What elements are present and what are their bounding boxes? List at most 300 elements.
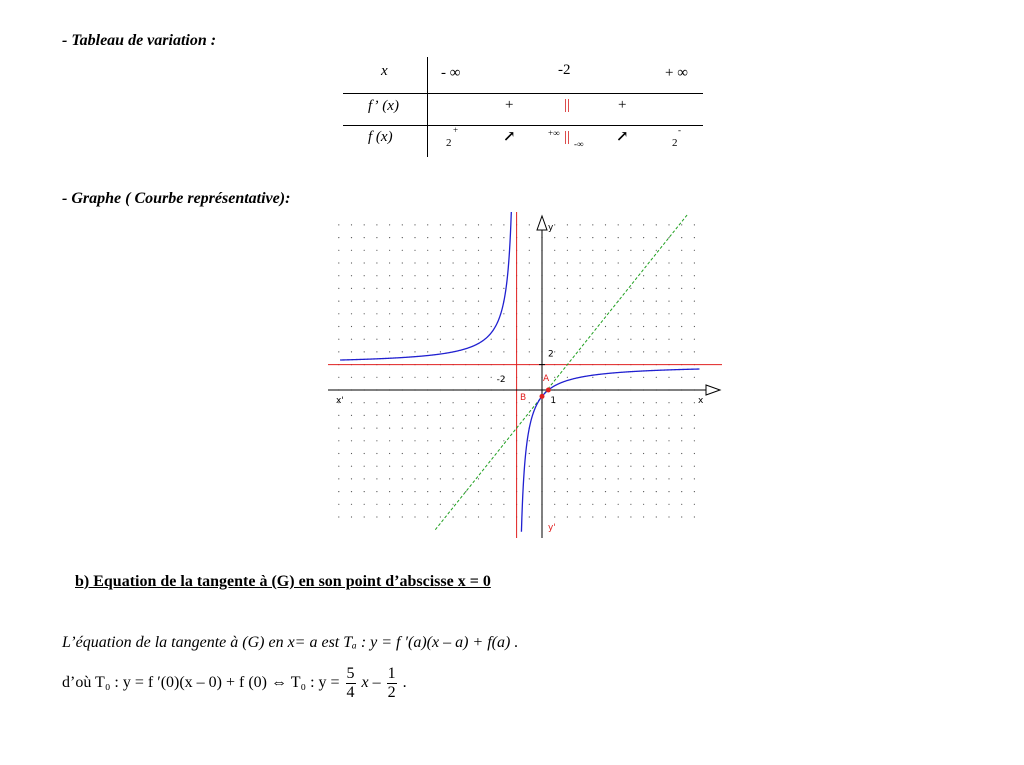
grid-dot (338, 339, 339, 340)
x-axis-arrow-icon (706, 385, 720, 395)
grid-dot (376, 415, 377, 416)
grid-dot (338, 491, 339, 492)
grid-dot (668, 478, 669, 479)
grid-dot (503, 415, 504, 416)
grid-dot (681, 250, 682, 251)
grid-dot (529, 275, 530, 276)
grid-dot (440, 516, 441, 517)
grid-dot (414, 428, 415, 429)
grid-dot (414, 415, 415, 416)
tangent-general-formula: L’équation de la tangente à (G) en x= a est Tₐ : y = f ′(a)(x – a) + f(a) . (62, 634, 519, 651)
grid-dot (618, 402, 619, 403)
grid-dot (402, 516, 403, 517)
grid-dot (567, 415, 568, 416)
f-right-sup: - (678, 125, 681, 135)
grid-dot (440, 453, 441, 454)
grid-dot (529, 466, 530, 467)
grid-dot (605, 351, 606, 352)
grid-dot (351, 250, 352, 251)
grid-dot (592, 516, 593, 517)
grid-dot (605, 262, 606, 263)
grid-dot (503, 491, 504, 492)
grid-dot (440, 478, 441, 479)
grid-dot (567, 478, 568, 479)
grid-dot (465, 339, 466, 340)
grid-dot (414, 453, 415, 454)
grid-dot (681, 288, 682, 289)
grid-dot (592, 237, 593, 238)
grid-dot (567, 262, 568, 263)
grid-dot (567, 237, 568, 238)
grid-dot (643, 428, 644, 429)
grid-dot (402, 402, 403, 403)
grid-dot (503, 339, 504, 340)
grid-dot (427, 301, 428, 302)
grid-dot (618, 491, 619, 492)
grid-dot (668, 453, 669, 454)
grid-dot (529, 415, 530, 416)
grid-dot (364, 440, 365, 441)
grid-dot (465, 224, 466, 225)
grid-dot (389, 351, 390, 352)
grid-dot (465, 478, 466, 479)
grid-dot (453, 415, 454, 416)
fprime-sign-left: + (505, 97, 514, 113)
grid-dot (567, 516, 568, 517)
grid-dot (478, 288, 479, 289)
grid-dot (656, 301, 657, 302)
grid-dot (351, 377, 352, 378)
grid-dot (491, 339, 492, 340)
grid-dot (580, 351, 581, 352)
grid-dot (402, 453, 403, 454)
label-one: 1 (550, 396, 557, 406)
grid-dot (389, 377, 390, 378)
grid-dot (351, 504, 352, 505)
grid-dot (427, 516, 428, 517)
grid-dot (618, 428, 619, 429)
curve-left-branch (340, 212, 512, 360)
grid-dot (338, 326, 339, 327)
grid-dot (694, 478, 695, 479)
grid-dot (427, 262, 428, 263)
grid-dot (503, 250, 504, 251)
grid-dot (402, 262, 403, 263)
grid-dot (605, 326, 606, 327)
grid-dot (618, 224, 619, 225)
grid-dot (414, 288, 415, 289)
grid-dot (338, 466, 339, 467)
grid-dot (668, 516, 669, 517)
grid-dot (389, 339, 390, 340)
grid-dot (630, 301, 631, 302)
grid-dot (605, 377, 606, 378)
grid-dot (414, 377, 415, 378)
label-x-prime: x' (336, 396, 344, 406)
grid-dot (503, 402, 504, 403)
grid-dot (503, 453, 504, 454)
grid-dot (465, 351, 466, 352)
grid-dot (554, 453, 555, 454)
grid-dot (580, 478, 581, 479)
grid-dot (338, 313, 339, 314)
grid-dot (338, 415, 339, 416)
grid-dot (491, 262, 492, 263)
grid-dot (656, 516, 657, 517)
grid-dot (491, 288, 492, 289)
grid-dot (376, 402, 377, 403)
grid-dot (643, 262, 644, 263)
table-hline-2 (343, 125, 703, 126)
grid-dot (478, 415, 479, 416)
grid-dot (681, 339, 682, 340)
grid-dot (618, 262, 619, 263)
grid-dot (351, 326, 352, 327)
grid-dot (427, 237, 428, 238)
grid-dot (478, 262, 479, 263)
grid-dot (605, 504, 606, 505)
row-x-label: x (381, 63, 388, 79)
grid-dot (338, 478, 339, 479)
grid-dot (630, 275, 631, 276)
grid-dot (529, 237, 530, 238)
grid-dot (643, 224, 644, 225)
grid-dot (630, 491, 631, 492)
grid-dot (554, 224, 555, 225)
fprime-double-bar: || (564, 97, 571, 113)
grid-dot (414, 351, 415, 352)
grid-dot (478, 313, 479, 314)
grid-dot (364, 288, 365, 289)
f-right-value: 2 (672, 137, 678, 149)
grid-dot (465, 326, 466, 327)
grid-dot (580, 237, 581, 238)
grid-dot (618, 326, 619, 327)
grid-dot (567, 351, 568, 352)
grid-dot (338, 262, 339, 263)
grid-dot (364, 301, 365, 302)
grid-dot (453, 504, 454, 505)
grid-dot (364, 466, 365, 467)
grid-dot (580, 288, 581, 289)
grid-dot (440, 415, 441, 416)
grid-dot (618, 339, 619, 340)
grid-dot (351, 478, 352, 479)
grid-dot (580, 415, 581, 416)
table-vline (427, 57, 428, 157)
grid-dot (605, 313, 606, 314)
grid-dot (630, 453, 631, 454)
grid-dot (351, 453, 352, 454)
grid-dot (364, 262, 365, 263)
grid-dot (567, 402, 568, 403)
grid-dot (351, 440, 352, 441)
grid-dot (402, 288, 403, 289)
grid-dot (694, 262, 695, 263)
grid-dot (668, 275, 669, 276)
tangent-equation-mid: x – (361, 674, 381, 692)
grid-dot (427, 377, 428, 378)
grid-dot (554, 377, 555, 378)
grid-dot (681, 377, 682, 378)
grid-dot (389, 504, 390, 505)
grid-dot (694, 402, 695, 403)
grid-dot (668, 377, 669, 378)
grid-dot (465, 440, 466, 441)
grid-dot (389, 326, 390, 327)
grid-dot (567, 339, 568, 340)
grid-dot (503, 262, 504, 263)
grid-dot (440, 250, 441, 251)
grid-dot (668, 440, 669, 441)
grid-dot (618, 351, 619, 352)
grid-dot (338, 516, 339, 517)
grid-dot (338, 440, 339, 441)
grid-dot (694, 326, 695, 327)
grid-dot (364, 351, 365, 352)
grid-dot (364, 326, 365, 327)
grid-dot (668, 402, 669, 403)
grid-dot (656, 428, 657, 429)
grid-dot (567, 377, 568, 378)
grid-dot (351, 402, 352, 403)
grid-dot (364, 428, 365, 429)
grid-dot (402, 504, 403, 505)
grid-dot (681, 262, 682, 263)
grid-dot (630, 402, 631, 403)
curve-right-branch (521, 369, 699, 532)
grid-dot (529, 351, 530, 352)
grid-dot (592, 313, 593, 314)
grid-dot (402, 428, 403, 429)
grid-dot (694, 428, 695, 429)
grid-dot (440, 237, 441, 238)
grid-dot (643, 440, 644, 441)
grid-dot (389, 478, 390, 479)
grid-dot (656, 288, 657, 289)
grid-dot (643, 250, 644, 251)
grid-dot (478, 339, 479, 340)
grid-dot (338, 237, 339, 238)
grid-dot (694, 288, 695, 289)
grid-dot (694, 275, 695, 276)
grid-dot (465, 504, 466, 505)
f-mid-top: +∞ (548, 128, 560, 138)
grid-dot (478, 491, 479, 492)
grid-dot (364, 415, 365, 416)
grid-dot (529, 402, 530, 403)
grid-dot (605, 428, 606, 429)
grid-dot (351, 339, 352, 340)
grid-dot (503, 275, 504, 276)
plus-infinity: + ∞ (665, 65, 688, 81)
grid-dot (478, 224, 479, 225)
grid-dot (364, 402, 365, 403)
grid-dot (338, 224, 339, 225)
grid-dot (605, 301, 606, 302)
grid-dot (681, 440, 682, 441)
grid-dot (402, 250, 403, 251)
grid-dot (630, 415, 631, 416)
grid-dot (427, 250, 428, 251)
grid-dot (338, 377, 339, 378)
grid-dot (529, 504, 530, 505)
grid-dot (478, 326, 479, 327)
grid-dot (389, 275, 390, 276)
grid-dot (567, 326, 568, 327)
grid-dot (503, 224, 504, 225)
grid-dot (402, 224, 403, 225)
grid-dot (529, 262, 530, 263)
grid-dot (491, 516, 492, 517)
grid-dot (694, 415, 695, 416)
grid-dot (694, 516, 695, 517)
grid-dot (440, 440, 441, 441)
grid-dot (414, 516, 415, 517)
grid-dot (478, 440, 479, 441)
f-left-sup: + (453, 125, 459, 135)
grid-dot (440, 466, 441, 467)
grid-dot (338, 301, 339, 302)
grid-dot (681, 504, 682, 505)
grid-dot (668, 237, 669, 238)
table-hline-1 (343, 93, 703, 94)
grid-dot (478, 377, 479, 378)
grid-dot (440, 313, 441, 314)
grid-dot (427, 453, 428, 454)
grid-dot (643, 516, 644, 517)
grid-dot (580, 313, 581, 314)
grid-dot (694, 250, 695, 251)
label-minus-two: -2 (496, 375, 506, 385)
grid-dot (580, 466, 581, 467)
grid-dot (643, 415, 644, 416)
grid-dot (453, 402, 454, 403)
grid-dot (465, 516, 466, 517)
grid-dot (440, 491, 441, 492)
grid-dot (427, 440, 428, 441)
grid-dot (656, 313, 657, 314)
grid-dot (351, 516, 352, 517)
grid-dot (427, 326, 428, 327)
grid-dot (491, 237, 492, 238)
grid-dot (351, 428, 352, 429)
grid-dot (580, 275, 581, 276)
grid-dot (465, 275, 466, 276)
grid-dot (567, 275, 568, 276)
f-double-bar: || (564, 129, 571, 145)
label-x: x (698, 396, 704, 406)
grid-dot (465, 250, 466, 251)
grid-dot (351, 275, 352, 276)
grid-dot (491, 250, 492, 251)
grid-dot (554, 262, 555, 263)
grid-dot (529, 301, 530, 302)
grid-dot (694, 224, 695, 225)
grid-dot (567, 491, 568, 492)
grid-dot (529, 224, 530, 225)
point-A (540, 394, 545, 399)
grid-dot (567, 301, 568, 302)
grid-dot (440, 326, 441, 327)
grid-dot (402, 275, 403, 276)
grid-dot (592, 478, 593, 479)
grid-dot (643, 504, 644, 505)
grid-dot (580, 224, 581, 225)
grid-dot (643, 402, 644, 403)
grid-dot (554, 288, 555, 289)
grid-dot (376, 326, 377, 327)
grid-dot (592, 402, 593, 403)
grid-dot (592, 351, 593, 352)
grid-dot (567, 428, 568, 429)
grid-dot (694, 377, 695, 378)
grid-dot (630, 313, 631, 314)
grid-dot (338, 288, 339, 289)
grid-dot (681, 237, 682, 238)
grid-dot (554, 466, 555, 467)
grid-dot (681, 402, 682, 403)
grid-dot (414, 326, 415, 327)
grid-dot (643, 275, 644, 276)
grid-dot (453, 453, 454, 454)
grid-dot (592, 504, 593, 505)
grid-dot (351, 415, 352, 416)
tableau-title: - Tableau de variation : (62, 32, 217, 49)
grid-dot (440, 339, 441, 340)
grid-dot (554, 491, 555, 492)
grid-dot (554, 301, 555, 302)
grid-dot (389, 453, 390, 454)
grid-dot (427, 402, 428, 403)
grid-dot (478, 351, 479, 352)
grid-dot (453, 288, 454, 289)
grid-dot (414, 491, 415, 492)
grid-dot (478, 428, 479, 429)
grid-dot (605, 415, 606, 416)
grid-dot (376, 466, 377, 467)
grid-dot (630, 466, 631, 467)
f-mid-bottom: -∞ (574, 139, 584, 149)
grid-dot (694, 301, 695, 302)
minus-infinity: - ∞ (441, 65, 461, 81)
grid-dot (567, 504, 568, 505)
grid-dot (592, 415, 593, 416)
grid-dot (351, 491, 352, 492)
grid-dot (656, 262, 657, 263)
grid-dot (618, 516, 619, 517)
grid-dot (351, 351, 352, 352)
grid-dot (389, 415, 390, 416)
grid-dot (376, 453, 377, 454)
grid-dot (427, 466, 428, 467)
label-B: B (520, 393, 527, 403)
grid-dot (694, 504, 695, 505)
grid-dot (453, 516, 454, 517)
grid-dot (402, 351, 403, 352)
grid-dot (656, 250, 657, 251)
grid-dot (414, 504, 415, 505)
grid-dot (630, 377, 631, 378)
grid-dot (389, 313, 390, 314)
grid-dot (491, 377, 492, 378)
grid-dot (643, 288, 644, 289)
grid-dot (453, 313, 454, 314)
grid-dot (338, 275, 339, 276)
grid-dot (402, 466, 403, 467)
grid-dot (529, 440, 530, 441)
grid-dot (580, 326, 581, 327)
